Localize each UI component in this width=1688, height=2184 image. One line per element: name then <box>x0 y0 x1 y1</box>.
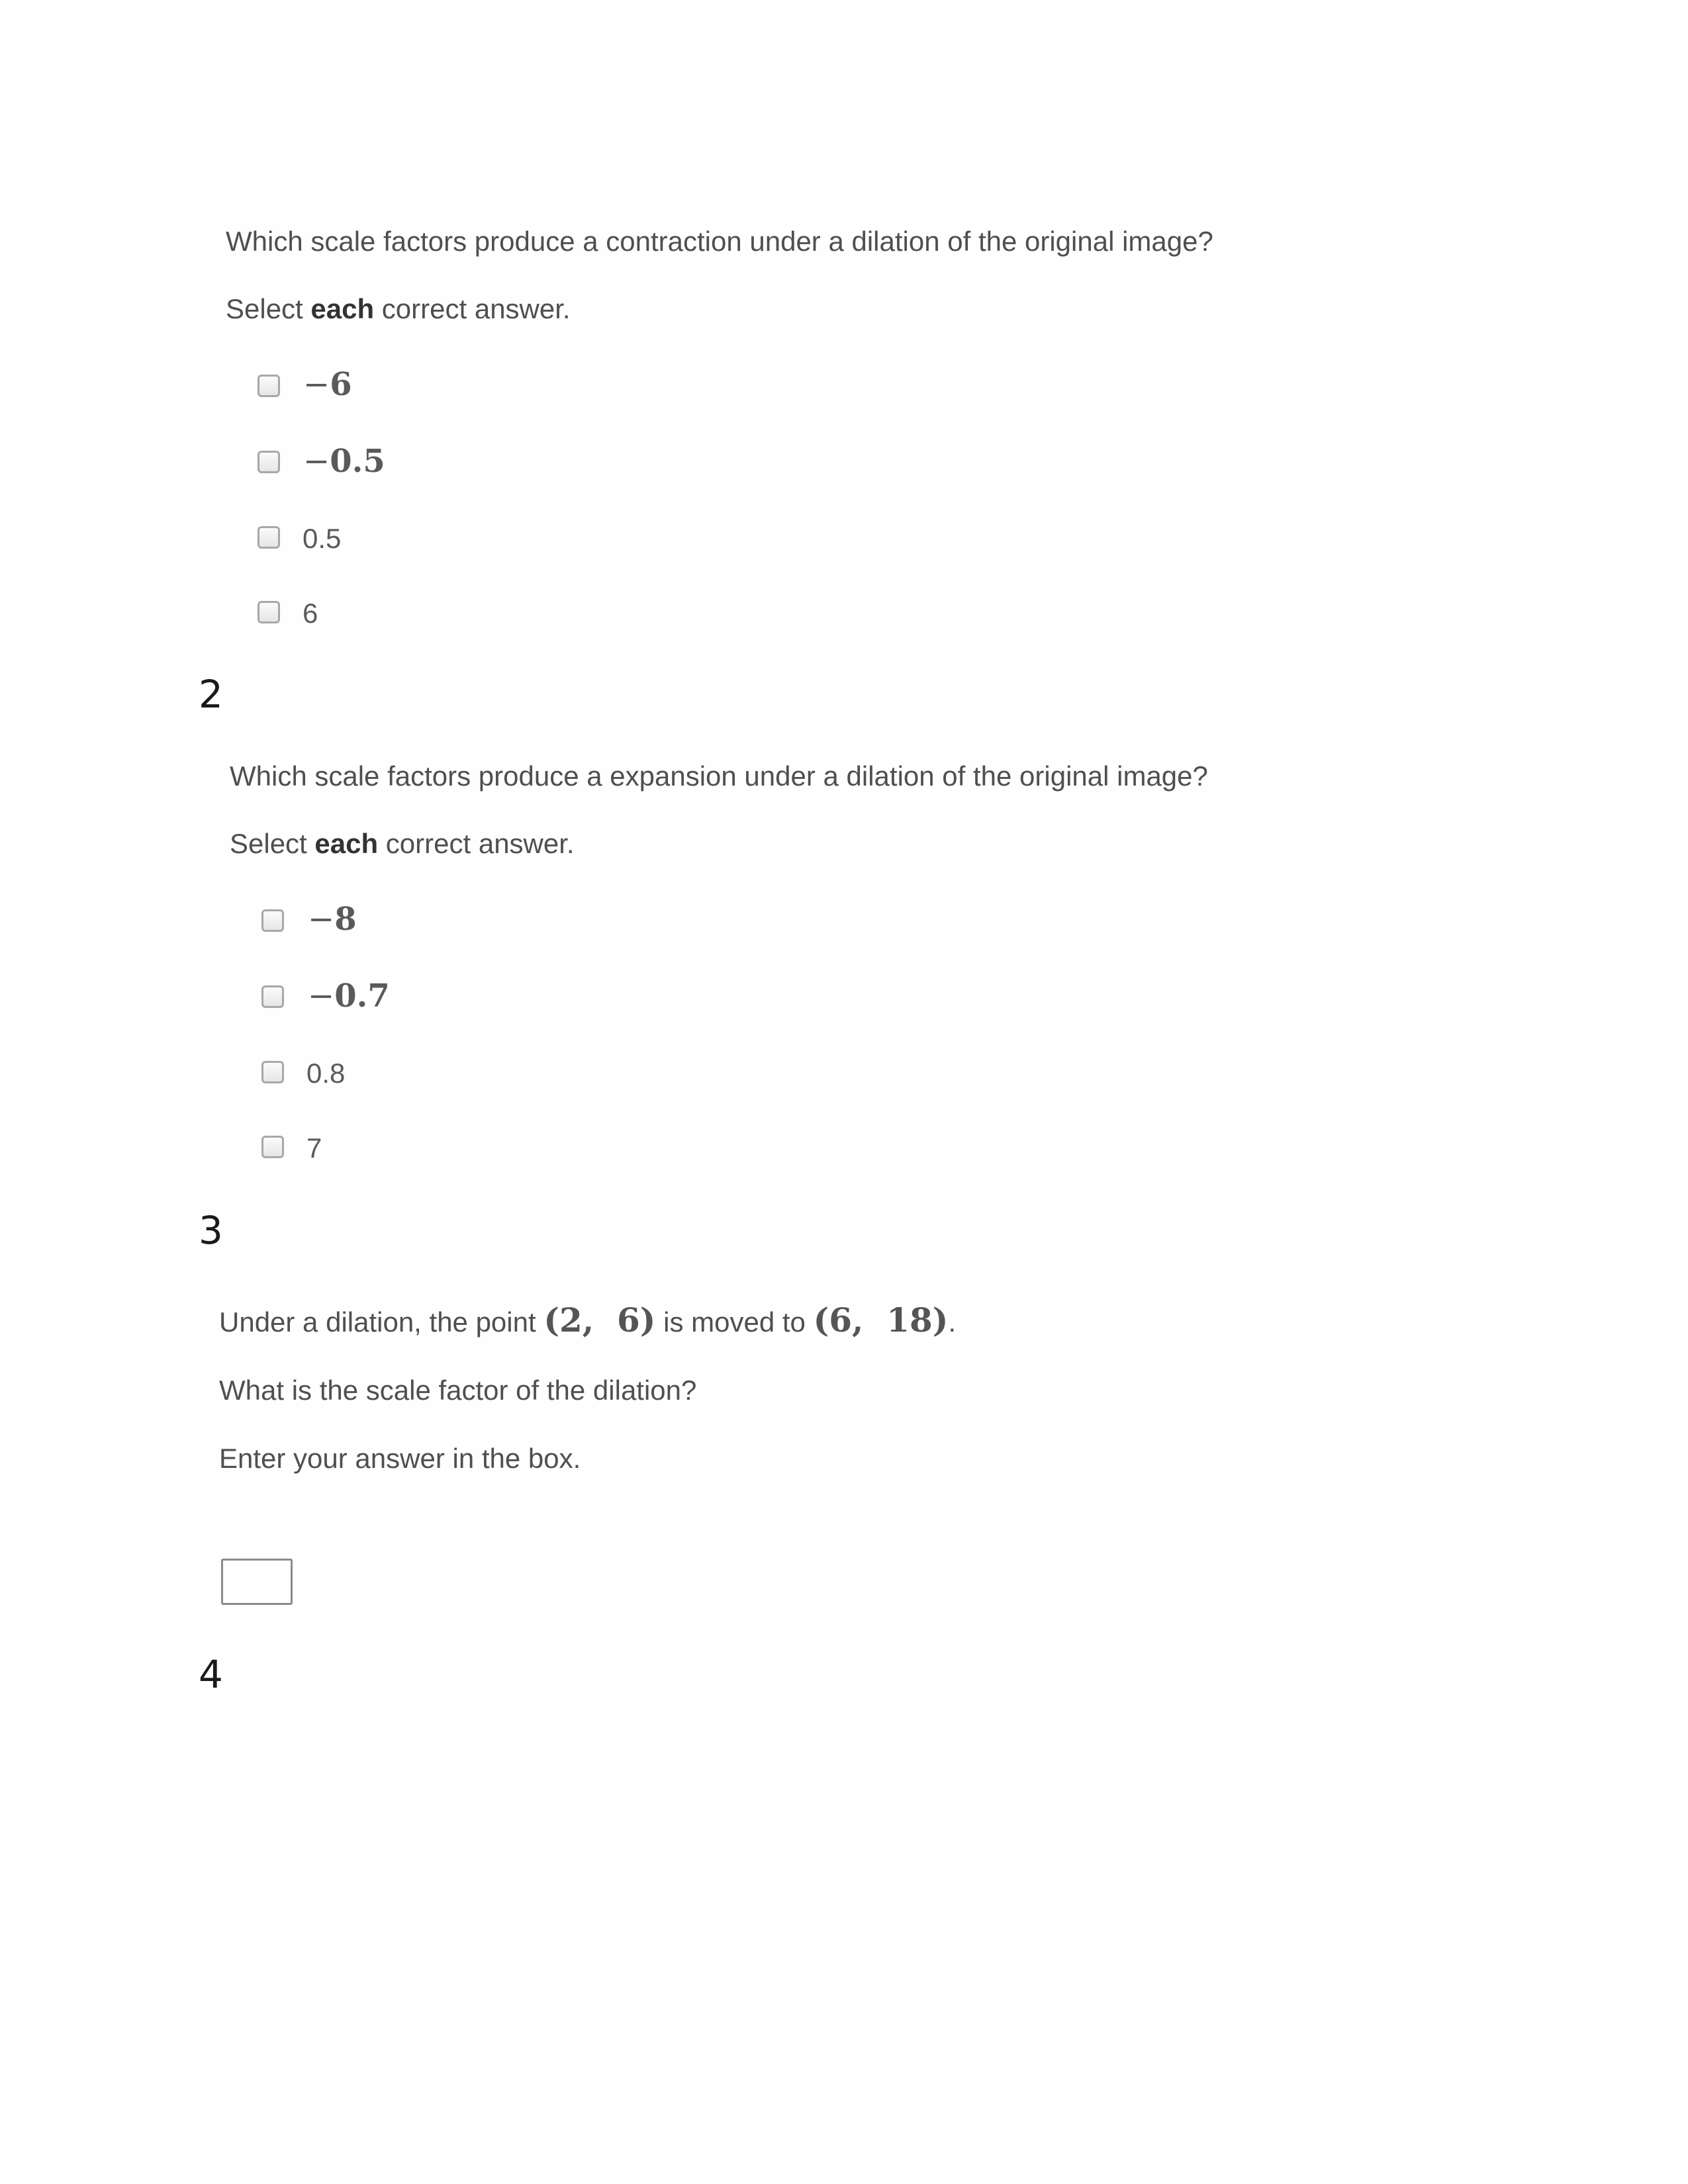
q1-instruction: Select each correct answer. <box>226 293 571 324</box>
q3-answer-input[interactable] <box>221 1559 293 1605</box>
q2-option-1-label: −8 <box>308 901 357 938</box>
question-number-3: 3 <box>199 1208 223 1253</box>
question-number-2: 2 <box>199 672 223 717</box>
q2-prompt: Which scale factors produce a expansion under a dilation of the original image? <box>230 760 1208 792</box>
q2-option-2-label: −0.7 <box>308 978 390 1015</box>
q1-option-4-label: 6 <box>303 598 318 629</box>
q3-instruction: Enter your answer in the box. <box>219 1443 581 1474</box>
q2-instruction: Select each correct answer. <box>230 828 575 859</box>
q3-question: What is the scale factor of the dilation? <box>219 1375 697 1406</box>
q1-option-4-checkbox[interactable] <box>258 601 280 623</box>
q3-point-a: (2, 6) <box>543 1300 656 1340</box>
q2-option-3-checkbox[interactable] <box>261 1061 284 1083</box>
q2-option-4-label: 7 <box>306 1132 322 1163</box>
q2-option-4-checkbox[interactable] <box>261 1136 284 1158</box>
q1-option-3-label: 0.5 <box>303 523 342 554</box>
q2-option-1-checkbox[interactable] <box>261 909 284 932</box>
q1-option-1-checkbox[interactable] <box>258 375 280 397</box>
q1-option-1-label: −6 <box>303 366 352 403</box>
q3-prompt: Under a dilation, the point (2, 6) is moved to (6, 18). <box>219 1300 957 1340</box>
q2-option-2-checkbox[interactable] <box>261 985 284 1008</box>
q2-option-3-label: 0.8 <box>306 1058 346 1089</box>
q1-option-3-checkbox[interactable] <box>258 526 280 549</box>
q1-option-2-label: −0.5 <box>303 443 385 480</box>
q1-prompt: Which scale factors produce a contraction under a dilation of the original image? <box>226 226 1213 257</box>
q1-option-2-checkbox[interactable] <box>258 451 280 473</box>
q3-point-b: (6, 18) <box>813 1300 949 1340</box>
question-number-4: 4 <box>199 1652 223 1697</box>
